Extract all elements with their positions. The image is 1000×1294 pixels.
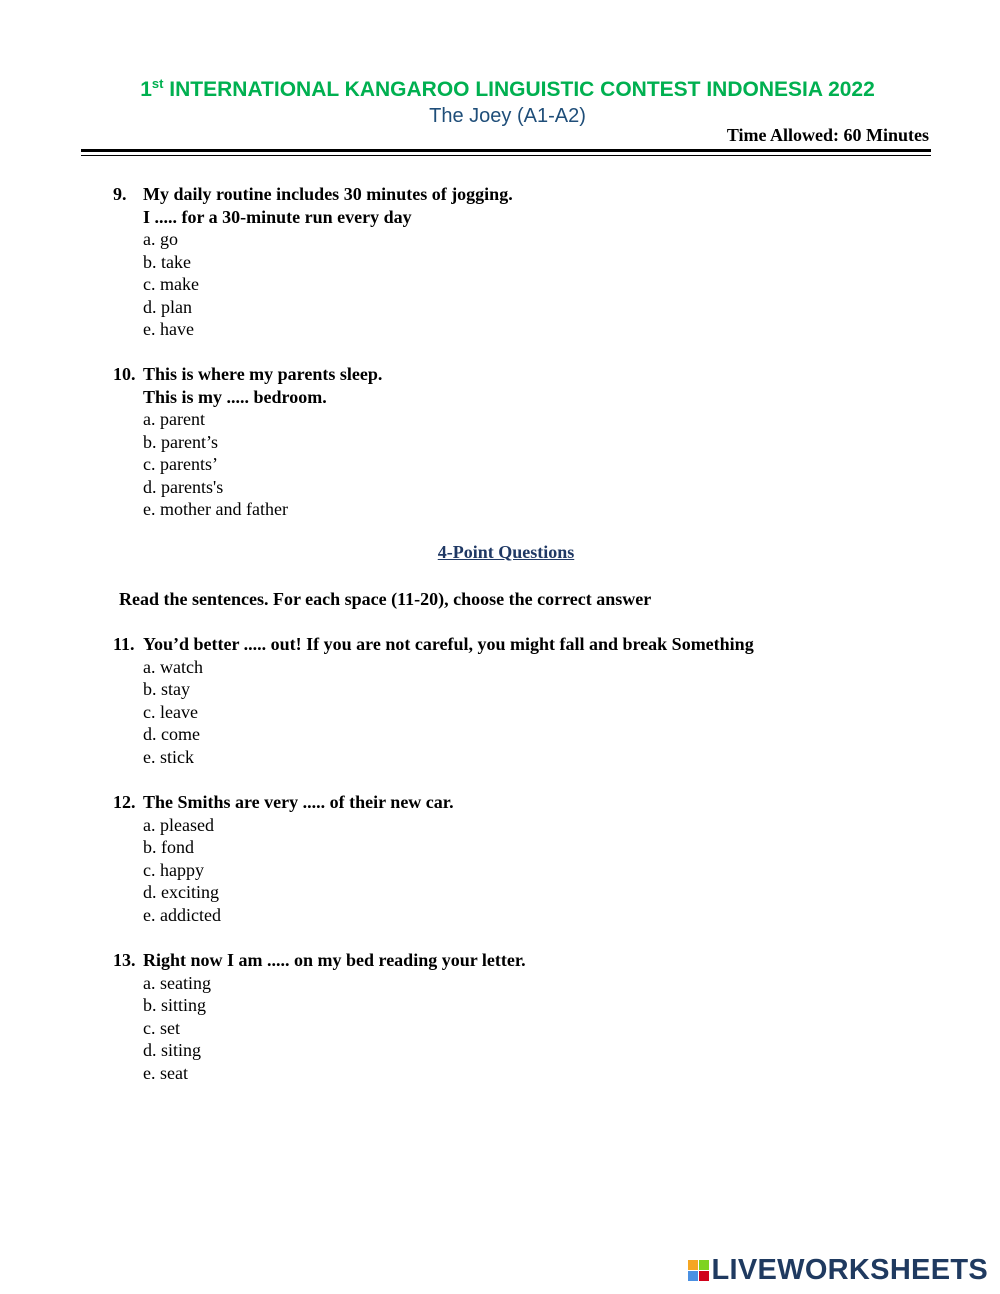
question-text: The Smiths are very ..... of their new car. <box>143 792 454 812</box>
answer-option[interactable]: b. sitting <box>143 995 207 1015</box>
header-divider-thin <box>81 155 931 156</box>
liveworksheets-logo[interactable] <box>688 1254 989 1287</box>
answer-option[interactable]: e. mother and father <box>143 499 288 519</box>
question-line <box>113 633 754 656</box>
logo-square <box>699 1271 709 1281</box>
contest-title <box>15 70 1000 104</box>
answer-option[interactable]: d. come <box>143 724 200 744</box>
answer-option[interactable]: c. parents’ <box>143 454 218 474</box>
question-line <box>113 791 454 814</box>
answer-option[interactable]: b. fond <box>143 837 194 857</box>
answer-option[interactable]: c. leave <box>143 701 198 722</box>
answer-option[interactable]: e. stick <box>143 746 194 767</box>
question-line <box>113 949 526 972</box>
title-text: INTERNATIONAL KANGAROO LINGUISTIC CONTEST INDONESIA 2022 <box>163 78 875 101</box>
section-instruction: Read the sentences. For each space (11-20), choose the correct answer <box>119 589 652 609</box>
logo-square <box>699 1260 709 1270</box>
question-number: 9. <box>113 184 127 204</box>
contest-subtitle: The Joey (A1-A2) <box>429 105 586 127</box>
answer-option[interactable]: d. parents's <box>143 476 224 497</box>
question-number: 12. <box>113 792 136 812</box>
question-number: 10. <box>113 364 136 384</box>
question-line <box>113 183 513 206</box>
question-13 <box>113 949 526 1084</box>
question-9 <box>113 183 513 341</box>
question-line <box>113 363 382 386</box>
answer-option[interactable]: c. make <box>143 274 199 294</box>
time-allowed: Time Allowed: 60 Minutes <box>726 125 929 145</box>
answer-option[interactable]: d. siting <box>143 1040 202 1060</box>
answer-option[interactable]: a. pleased <box>143 814 214 835</box>
question-11 <box>113 633 754 768</box>
answer-option[interactable]: e. have <box>143 319 194 339</box>
answer-option[interactable]: d. exciting <box>143 882 219 902</box>
answer-option[interactable]: c. happy <box>143 859 204 880</box>
question-number: 11. <box>113 634 135 654</box>
section-title: 4-Point Questions <box>437 542 575 562</box>
question-text: This is my ..... bedroom. <box>143 386 327 407</box>
answer-option[interactable]: a. parent <box>143 409 205 429</box>
answer-option[interactable]: e. addicted <box>143 904 221 925</box>
question-10 <box>113 363 382 521</box>
question-text: Right now I am ..... on my bed reading your letter. <box>143 950 526 970</box>
answer-option[interactable]: d. plan <box>143 296 192 317</box>
question-text: I ..... for a 30-minute run every day <box>143 206 412 227</box>
question-12 <box>113 791 454 926</box>
question-text: You’d better ..... out! If you are not careful, you might fall and break Something <box>143 634 754 654</box>
title-ordinal: st <box>151 76 164 91</box>
question-text: My daily routine includes 30 minutes of jogging. <box>143 184 513 204</box>
answer-option[interactable]: b. parent’s <box>143 431 218 452</box>
answer-option[interactable]: b. stay <box>143 679 190 699</box>
question-number: 13. <box>113 950 136 970</box>
answer-option[interactable]: a. go <box>143 229 178 249</box>
logo-square <box>688 1260 698 1270</box>
logo-square <box>688 1271 698 1281</box>
liveworksheets-logo-icon <box>688 1260 709 1281</box>
answer-option[interactable]: c. set <box>143 1017 180 1038</box>
question-text: This is where my parents sleep. <box>143 364 383 384</box>
answer-option[interactable]: b. take <box>143 251 191 272</box>
logo-text: LIVEWORKSHEETS <box>711 1254 988 1286</box>
header-divider-thick <box>81 149 931 152</box>
answer-option[interactable]: a. watch <box>143 656 203 677</box>
page-header <box>0 70 1000 128</box>
title-number: 1 <box>140 78 152 101</box>
answer-option[interactable]: a. seating <box>143 972 211 993</box>
answer-option[interactable]: e. seat <box>143 1062 188 1083</box>
